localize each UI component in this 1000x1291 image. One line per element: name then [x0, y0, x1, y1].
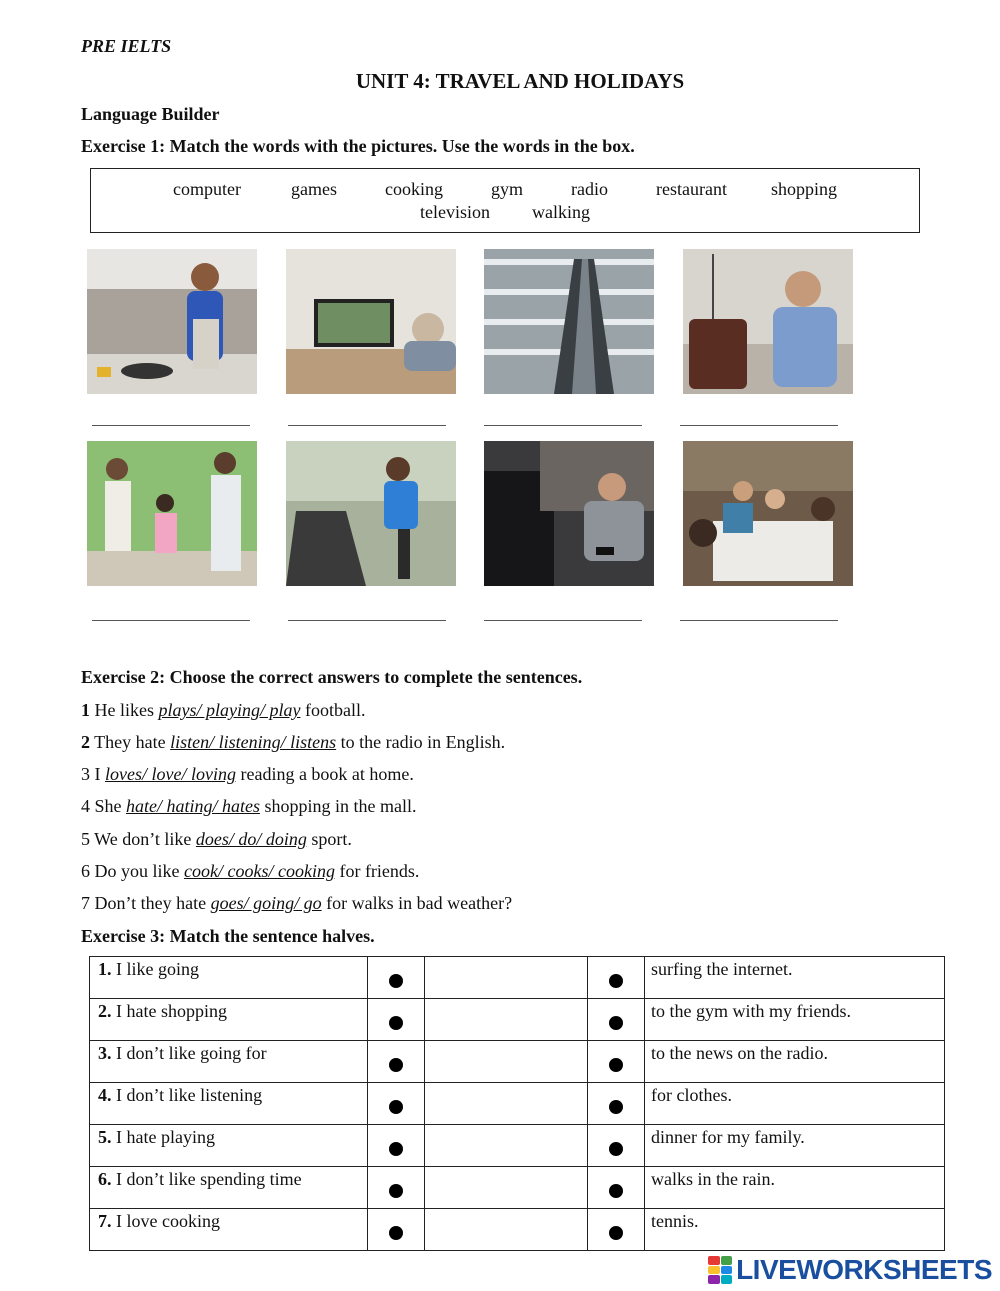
table-row — [90, 1125, 945, 1167]
answer-options[interactable]: goes/ going/ go — [210, 893, 322, 913]
left-dot[interactable] — [368, 1125, 425, 1167]
match-gap — [425, 1125, 588, 1167]
right-half: to the gym with my friends. — [645, 999, 945, 1041]
word-radio: radio — [571, 179, 608, 199]
left-half: 2. I hate shopping — [90, 999, 368, 1041]
exercise3-title: Exercise 3: Match the sentence halves. — [81, 926, 375, 946]
sentence-number: 4 — [81, 796, 90, 816]
liveworksheets-logo — [708, 1254, 992, 1286]
left-half: 5. I hate playing — [90, 1125, 368, 1167]
picture-cooking — [87, 249, 257, 394]
sentence-number: 2 — [81, 732, 90, 752]
left-half: 1. I like going — [90, 957, 368, 999]
left-half: 4. I don’t like listening — [90, 1083, 368, 1125]
answer-blank-4[interactable] — [680, 425, 838, 426]
sentence-number: 7 — [81, 893, 90, 913]
left-dot[interactable] — [368, 1209, 425, 1251]
picture-shopping-mall — [484, 249, 654, 394]
right-dot[interactable] — [588, 1041, 645, 1083]
sentence-before: He likes — [90, 700, 159, 720]
right-half: walks in the rain. — [645, 1167, 945, 1209]
answer-options[interactable]: cook/ cooks/ cooking — [184, 861, 335, 881]
left-dot[interactable] — [368, 999, 425, 1041]
brand-name: LIVEWORKSHEETS — [736, 1254, 992, 1285]
word-television: television — [420, 202, 490, 222]
sentence-1 — [81, 700, 365, 721]
right-dot[interactable] — [588, 1209, 645, 1251]
unit-title: UNIT 4: TRAVEL AND HOLIDAYS — [355, 69, 685, 93]
word-restaurant: restaurant — [655, 179, 727, 199]
exercise2-title: Exercise 2: Choose the correct answers to complete the sentences. — [81, 667, 583, 687]
sentence-before: I — [90, 764, 105, 784]
match-gap — [425, 1083, 588, 1125]
section-heading: Language Builder — [81, 104, 220, 124]
right-half: dinner for my family. — [645, 1125, 945, 1167]
right-half: for clothes. — [645, 1083, 945, 1125]
left-dot[interactable] — [368, 1167, 425, 1209]
picture-walking — [87, 441, 257, 586]
table-row — [90, 999, 945, 1041]
table-row — [90, 1041, 945, 1083]
picture-computer-games — [484, 441, 654, 586]
right-half: to the news on the radio. — [645, 1041, 945, 1083]
left-dot[interactable] — [368, 1041, 425, 1083]
sentence-2 — [81, 732, 505, 753]
sentence-6 — [81, 861, 419, 882]
answer-blank-6[interactable] — [288, 620, 446, 621]
picture-radio — [683, 249, 853, 394]
match-gap — [425, 999, 588, 1041]
left-dot[interactable] — [368, 1083, 425, 1125]
word-box — [90, 168, 920, 233]
sentence-number: 3 — [81, 764, 90, 784]
answer-options[interactable]: hate/ hating/ hates — [126, 796, 260, 816]
sentence-4 — [81, 796, 417, 817]
sentence-before: She — [90, 796, 126, 816]
word-computer: computer — [173, 179, 241, 199]
right-half: surfing the internet. — [645, 957, 945, 999]
liveworksheets-icon — [708, 1256, 732, 1284]
table-row — [90, 957, 945, 999]
sentence-after: to the radio in English. — [336, 732, 506, 752]
right-dot[interactable] — [588, 957, 645, 999]
sentence-number: 1 — [81, 700, 90, 720]
answer-options[interactable]: plays/ playing/ play — [158, 700, 301, 720]
course-tag: PRE IELTS — [81, 36, 172, 56]
sentence-after: football. — [300, 700, 366, 720]
right-dot[interactable] — [588, 1125, 645, 1167]
answer-blank-3[interactable] — [484, 425, 642, 426]
word-shopping: shopping — [770, 179, 837, 199]
sentence-after: shopping in the mall. — [260, 796, 417, 816]
word-walking: walking — [532, 202, 590, 222]
sentence-after: reading a book at home. — [235, 764, 414, 784]
picture-gym — [286, 441, 456, 586]
sentence-before: Don’t they hate — [90, 893, 211, 913]
word-row-1 — [91, 179, 919, 200]
answer-options[interactable]: loves/ love/ loving — [105, 764, 236, 784]
sentence-before: We don’t like — [90, 829, 196, 849]
sentence-before: Do you like — [90, 861, 184, 881]
match-gap — [425, 1167, 588, 1209]
answer-options[interactable]: listen/ listening/ listens — [170, 732, 337, 752]
answer-blank-1[interactable] — [92, 425, 250, 426]
sentence-after: for friends. — [334, 861, 420, 881]
table-row — [90, 1167, 945, 1209]
right-half: tennis. — [645, 1209, 945, 1251]
sentence-before: They hate — [90, 732, 171, 752]
left-dot[interactable] — [368, 957, 425, 999]
table-row — [90, 1083, 945, 1125]
answer-options[interactable]: does/ do/ doing — [195, 829, 307, 849]
sentence-number: 5 — [81, 829, 90, 849]
sentence-5 — [81, 829, 352, 850]
match-table — [89, 956, 945, 1251]
answer-blank-7[interactable] — [484, 620, 642, 621]
left-half: 7. I love cooking — [90, 1209, 368, 1251]
sentence-after: sport. — [306, 829, 352, 849]
table-row — [90, 1209, 945, 1251]
sentence-7 — [81, 893, 512, 914]
sentence-after: for walks in bad weather? — [321, 893, 513, 913]
picture-television — [286, 249, 456, 394]
right-dot[interactable] — [588, 1167, 645, 1209]
word-cooking: cooking — [384, 179, 443, 199]
match-gap — [425, 957, 588, 999]
exercise1-title: Exercise 1: Match the words with the pictures. Use the words in the box. — [81, 136, 635, 156]
picture-restaurant — [683, 441, 853, 586]
right-dot[interactable] — [588, 1083, 645, 1125]
answer-blank-5[interactable] — [92, 620, 250, 621]
word-row-2 — [91, 202, 919, 223]
right-dot[interactable] — [588, 999, 645, 1041]
left-half: 6. I don’t like spending time — [90, 1167, 368, 1209]
left-half: 3. I don’t like going for — [90, 1041, 368, 1083]
answer-blank-8[interactable] — [680, 620, 838, 621]
match-gap — [425, 1041, 588, 1083]
answer-blank-2[interactable] — [288, 425, 446, 426]
match-gap — [425, 1209, 588, 1251]
sentence-number: 6 — [81, 861, 90, 881]
word-games: games — [291, 179, 337, 199]
sentence-3 — [81, 764, 414, 785]
word-gym: gym — [490, 179, 523, 199]
